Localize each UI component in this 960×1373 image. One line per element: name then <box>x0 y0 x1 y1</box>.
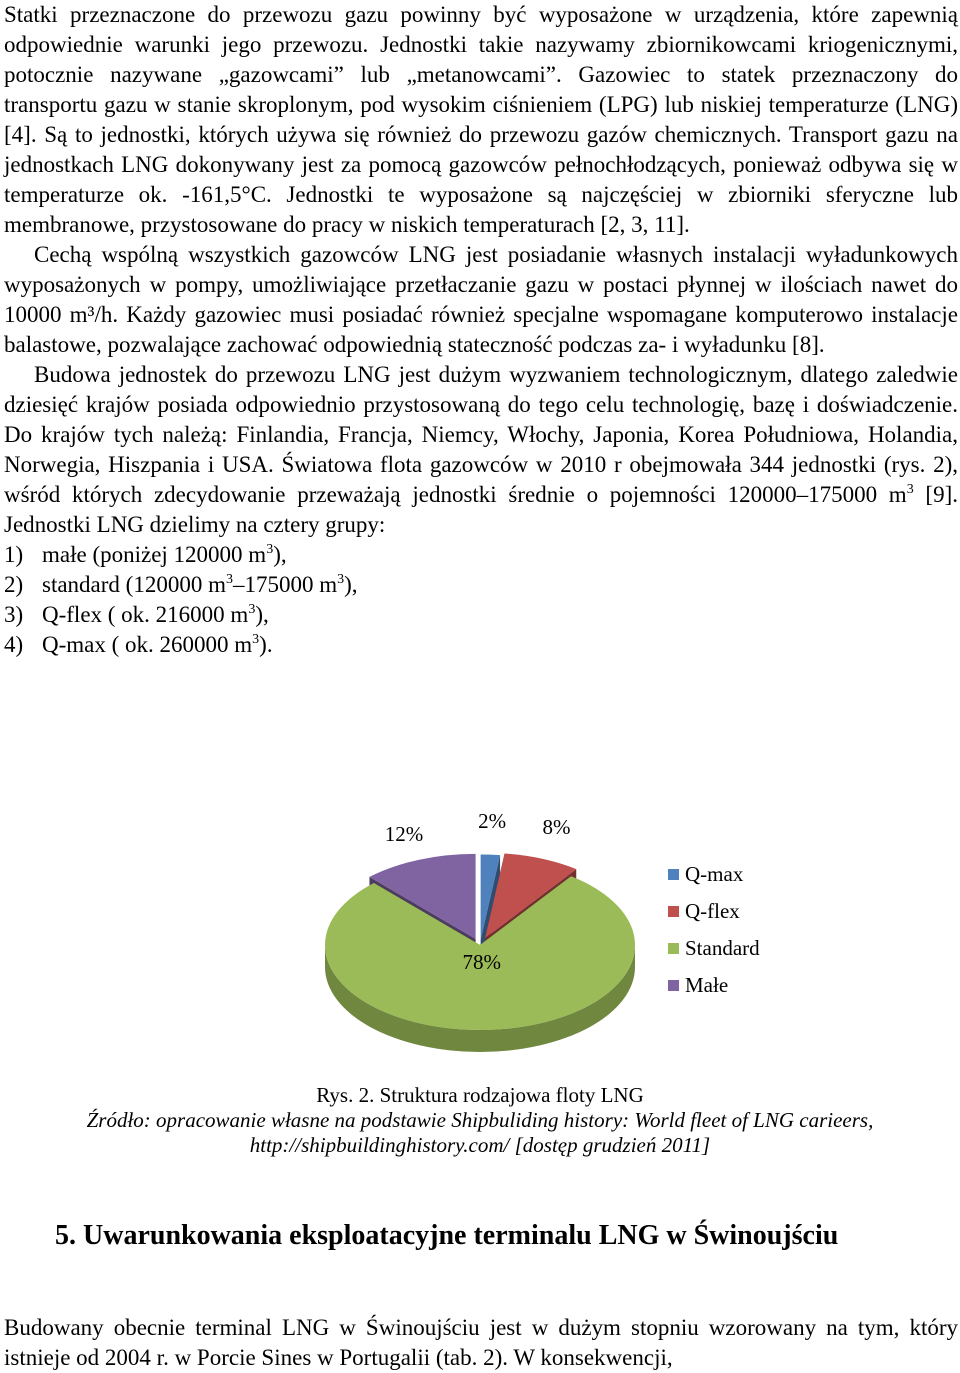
paragraph-swinoujscie-terminal: Budowany obecnie terminal LNG w Świnoujściu jest w dużym stopniu wzorowany na tym, który istnieje od 2004 r. w Porcie Sines w Portugalii (tab. 2). W konsekwencji, <box>4 1315 958 1370</box>
chart-legend <box>668 856 760 1004</box>
legend-swatch <box>668 869 679 880</box>
list-text: Q-max ( ok. 260000 m <box>42 632 253 657</box>
legend-label: Q-max <box>685 862 744 886</box>
list-text: –175000 m <box>232 572 338 597</box>
list-text: Q-flex ( ok. 216000 m <box>42 602 249 627</box>
superscript: 3 <box>252 632 260 647</box>
list-text: ), <box>255 602 269 627</box>
pie-chart <box>300 780 800 1080</box>
legend-label: Małe <box>685 973 729 997</box>
list-item <box>4 600 958 630</box>
paragraph-lng-fleet-text-end: [9]. Jednostki LNG dzielimy na cztery grupy: <box>4 482 958 537</box>
list-text: ), <box>344 572 358 597</box>
superscript: 3 <box>266 542 274 557</box>
list-number: 1) <box>4 542 24 567</box>
superscript: 3 <box>337 572 345 587</box>
superscript: 3 <box>248 602 256 617</box>
legend-label: Standard <box>685 936 760 960</box>
paragraph-lng-fleet <box>4 360 958 540</box>
paragraph-gas-carriers: Statki przeznaczone do przewozu gazu powinny być wyposażone w urządzenia, które zapewnią odpowiednie warunki jego przewozu. Jednostki takie nazywamy zbiornikowcami kriogenicznymi, potocznie nazywane „gazowcami” lub „metanowcami”. Gazowiec to statek przeznaczony do transportu gazu w stanie skroplonym, pod wysokim ciśnieniem (LPG) lub niskiej temperaturze (LNG) [4]. Są to jednostki, których używa się również do przewozu gazów chemicznych. Transport gazu na jednostkach LNG dokonywany jest za pomocą gazowców pełnochłodzących, ponieważ odbywa się w temperaturze ok. -161,5°C. Jednostki te wyposażone są najczęściej w zbiorniki sferyczne lub membranowe, przystosowane do pracy w niskich temperaturach [2, 3, 11]. <box>4 2 958 237</box>
legend-entry <box>668 856 760 893</box>
list-text: ), <box>273 542 287 567</box>
list-number: 2) <box>4 572 24 597</box>
list-item <box>4 570 958 600</box>
slice-label-standard: 78% <box>462 949 501 974</box>
paragraph-lng-fleet-text: Budowa jednostek do przewozu LNG jest dużym wyzwaniem technologicznym, dlatego zaledwie dziesięć krajów posiada odpowiednio przystosowaną do tego celu technologię, bazę i doświadczenie. Do krajów tych należą: Finlandia, Francja, Niemcy, Włochy, Japonia, Korea Południowa, Holandia, Norwegia, Hiszpania i USA. Światowa flota gazowców w 2010 r obejmowała 344 jednostki (rys. 2), wśród których zdecydowanie przeważają jednostki średnie o pojemności 120000–175000 m <box>4 362 958 507</box>
legend-swatch <box>668 906 679 917</box>
figure-caption: Rys. 2. Struktura rodzajowa floty LNG <box>316 1083 644 1107</box>
list-item <box>4 630 958 660</box>
figure-source: Źródło: opracowanie własne na podstawie Shipbuliding history: World fleet of LNG carieers, <box>86 1108 874 1132</box>
legend-entry <box>668 967 760 1004</box>
legend-entry <box>668 930 760 967</box>
slice-label-q-flex: 8% <box>542 815 571 840</box>
figure-source-url: http://shipbuildinghistory.com/ [dostęp grudzień 2011] <box>249 1133 711 1157</box>
page-body <box>4 0 958 660</box>
legend-entry <box>668 893 760 930</box>
list-number: 4) <box>4 632 24 657</box>
lng-groups-list <box>4 540 958 660</box>
slice-label-q-max: 2% <box>478 809 507 834</box>
legend-swatch <box>668 980 679 991</box>
list-text: standard (120000 m <box>42 572 226 597</box>
list-item <box>4 540 958 570</box>
superscript: 3 <box>906 482 914 497</box>
legend-swatch <box>668 943 679 954</box>
paragraph-unloading-installations: Cechą wspólną wszystkich gazowców LNG jest posiadanie własnych instalacji wyładunkowych wyposażonych w pompy, umożliwiające przetłaczanie gazu w postaci płynnej w ilościach nawet do 10000 m³/h. Każdy gazowiec musi posiadać również specjalne wspomagane komputerowo instalacje balastowe, pozwalające zachować odpowiednią stateczność podczas za- i wyładunku [8]. <box>4 242 958 357</box>
legend-label: Q-flex <box>685 899 740 923</box>
section-heading: 5. Uwarunkowania eksploatacyjne terminalu LNG w Świnoujściu <box>55 1220 839 1251</box>
superscript: 3 <box>225 572 233 587</box>
list-text: ). <box>259 632 273 657</box>
list-text: małe (poniżej 120000 m <box>42 542 267 567</box>
slice-label-male: 12% <box>384 822 424 847</box>
list-number: 3) <box>4 602 24 627</box>
